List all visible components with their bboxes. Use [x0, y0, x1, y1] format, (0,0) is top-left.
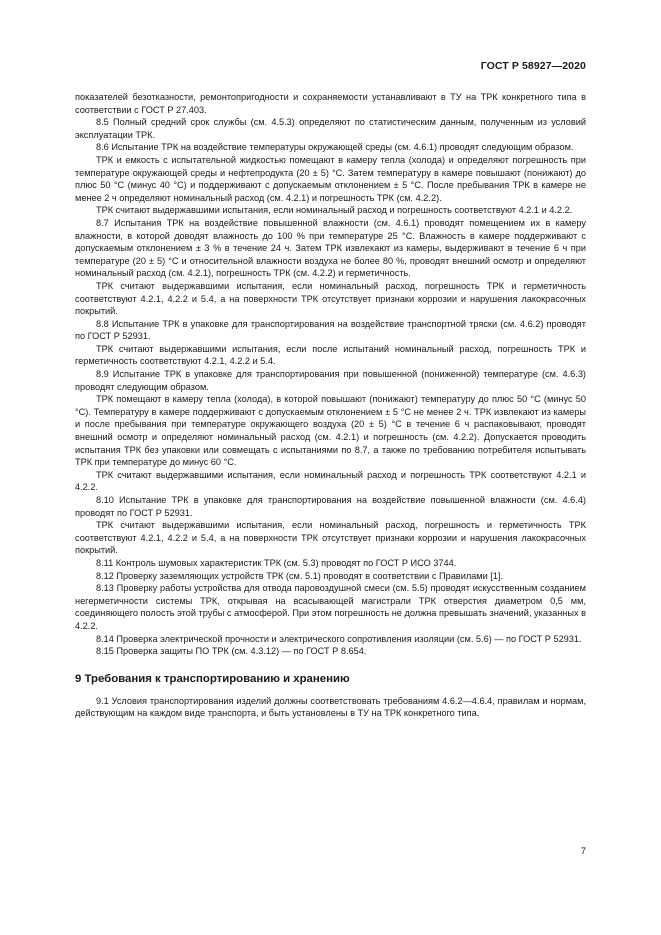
paragraph: 8.6 Испытание ТРК на воздействие температуры окружающей среды (см. 4.6.1) проводят следующим образом.: [96, 142, 574, 153]
paragraph: 8.7 Испытания ТРК на воздействие повышенной влажности (см. 4.6.1) проводят помещением их в камеру влажности, в которой доводят влажность до 100 % при температуре 25 °С. Влажность в камере поддерживают с допускаемым отклонением ± 3 % в течение 24 ч. Затем ТРК извлекают из камеры, выдерживают в течение 6 ч при температуре (20 ± 5) °С и относительной влажности воздуха не более 80 %, проводят внешний осмотр и определяют номинальный расход (см. 4.2.1), погрешность ТРК (см. 4.2.2) и герметичность.: [75, 217, 586, 279]
paragraph: 8.11 Контроль шумовых характеристик ТРК (см. 5.3) проводят по ГОСТ Р ИСО 3744.: [96, 557, 457, 568]
paragraph: 8.15 Проверка защиты ПО ТРК (см. 4.3.12) — по ГОСТ Р 8.654.: [96, 646, 367, 657]
paragraph: 8.9 Испытание ТРК в упаковке для транспортирования при повышенной (пониженной) температуре (см. 4.6.3) проводят следующим образом.: [75, 369, 586, 392]
paragraph: ТРК считают выдержавшими испытания, если номинальный расход, погрешность ТРК и герметичность соответствуют 4.2.1, 4.2.2 и 5.4, а на поверхности ТРК отсутствует признаки коррозии и нарушения лакокрасочных покрытий.: [75, 280, 586, 317]
paragraph: ТРК считают выдержавшими испытания, если номинальный расход и погрешность соответствуют 4.2.1 и 4.2.2.: [96, 205, 573, 216]
paragraph: 8.13 Проверку работы устройства для отвода паровоздушной смеси (см. 5.5) проводят искусственным созданием негерметичности системы ТРК, открывая на всасывающей магистрали ТРК отверстия диаметром 0,5 мм, соединяющего полость этой трубы с атмосферой. При этом погрешность не должна превышать значений, указанных в 4.2.2.: [75, 583, 586, 631]
page-body: [75, 91, 586, 720]
paragraph: ТРК считают выдержавшими испытания, если номинальный расход, погрешность и герметичность ТРК соответствуют 4.2.1, 4.2.2 и 5.4, а на поверхности ТРК отсутствует признаки коррозии и нарушения лакокрасочных покрытий.: [75, 520, 586, 556]
page-number: 7: [580, 846, 586, 857]
paragraph: 9.1 Условия транспортирования изделий должны соответствовать требованиям 4.6.2—4.6.4, правилам и нормам, действующим на каждом виде транспорта, и быть установлены в ТУ на ТРК конкретного типа.: [75, 695, 586, 719]
paragraph: 8.8 Испытание ТРК в упаковке для транспортирования на воздействие транспортной тряски (см. 4.6.2) проводят по ГОСТ Р 52931.: [75, 318, 586, 342]
paragraph: ТРК и емкость с испытательной жидкостью помещают в камеру тепла (холода) и определяют погрешность при температуре окружающей среды и нефтепродукта (20 ± 5) °С. Затем температуру в камере повышают (понижают) до плюс 50 °С (минус 40 °С) и поддерживают с допускаемым отклонением ± 5 °С. После пребывания ТРК в камере не менее 2 ч определяют номинальный расход (см. 4.2.1) и погрешность ТРК (см. 4.2.2).: [75, 154, 586, 203]
document-code: ГОСТ Р 58927—2020: [480, 60, 586, 72]
paragraph: 8.14 Проверка электрической прочности и электрического сопротивления изоляции (см. 5.6) — по ГОСТ Р 52931.: [96, 633, 582, 644]
paragraph: 8.10 Испытание ТРК в упаковке для транспортирования на воздействие повышенной влажности (см. 4.6.4) проводят по ГОСТ Р 52931.: [75, 495, 586, 518]
paragraph: 8.5 Полный средний срок службы (см. 4.5.3) определяют по статистическим данным, полученным из условий эксплуатации ТРК.: [75, 117, 586, 140]
paragraph: 8.12 Проверку заземляющих устройств ТРК (см. 5.1) проводят в соответствии с Правилами [1].: [96, 570, 504, 581]
paragraph: ТРК помещают в камеру тепла (холода), в которой повышают (понижают) температуру до плюс 50 °С (минус 50 °С). Температуру в камере поддерживают с допускаемым отклонением ± 5 °С не менее 2 ч. ТРК извлекают из камеры и после пребывания при температуре окружающего воздуха (20 ± 5) °С в течение 6 ч распаковывают, проводят внешний осмотр и определяют номинальный расход (см. 4.2.1) и погрешность (см. 4.2.2). Допускается проводить испытания ТРК без упаковки или совмещать с испытаниями по 8.7, а также по требованию потребителя испытывать ТРК при температуре до минус 60 °С.: [75, 394, 586, 468]
paragraph: ТРК считают выдержавшими испытания, если номинальный расход и погрешность ТРК соответствуют 4.2.1 и 4.2.2.: [75, 469, 586, 493]
paragraph: ТРК считают выдержавшими испытания, если после испытаний номинальный расход, погрешность ТРК и герметичность соответствуют 4.2.1, 4.2.2 и 5.4.: [75, 343, 586, 367]
paragraph: показателей безотказности, ремонтопригодности и сохраняемости устанавливают в ТУ на ТРК конкретного типа в соответствии с ГОСТ Р 27.403.: [75, 92, 586, 115]
section-heading: 9 Требования к транспортированию и хранению: [75, 672, 350, 685]
